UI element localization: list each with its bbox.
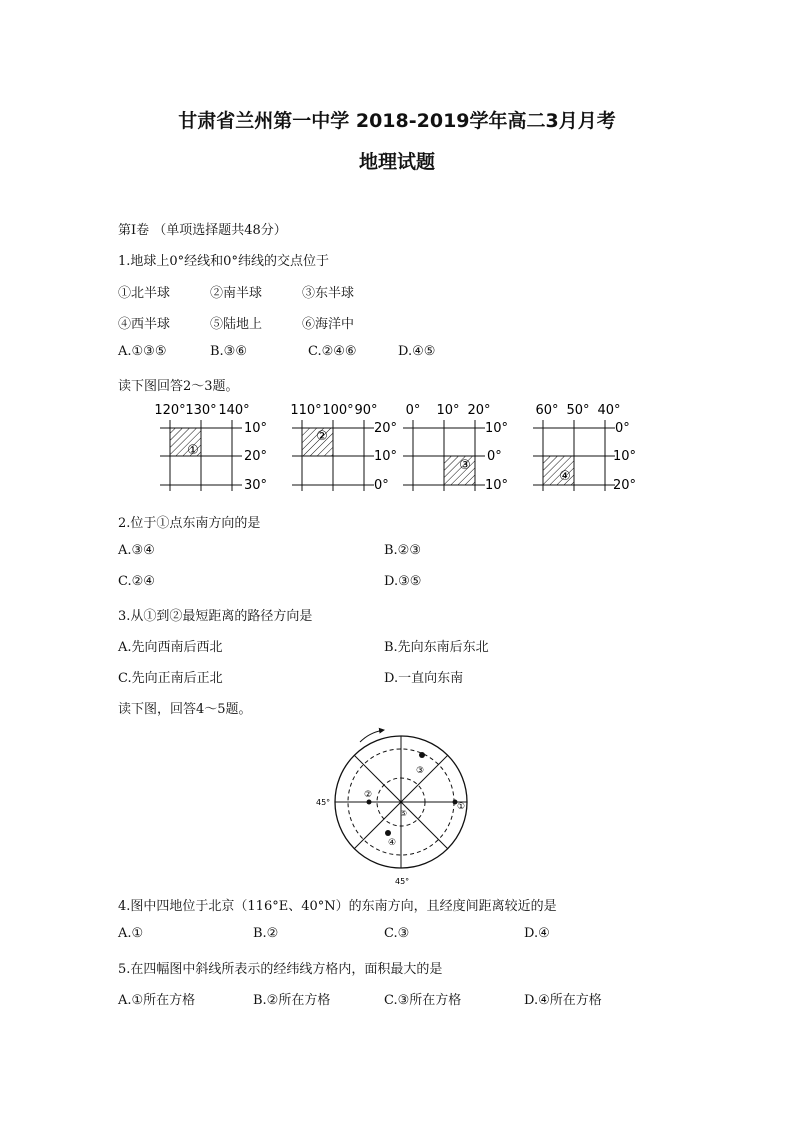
point-label: ⑤ (400, 809, 408, 818)
left-degree-label: 45° (316, 798, 331, 807)
grid-4-right-label: 0° (615, 421, 630, 436)
q1-item: ⑥海洋中 (302, 317, 355, 332)
q4-stem: 4.图中四地位于北京（116°E、40°N）的东南方向，且经度间距离较近的是 (118, 899, 557, 914)
q2-option-d: D.③⑤ (384, 574, 422, 589)
grid-1-mark: ① (187, 443, 199, 458)
lat-lon-grids-figure (0, 398, 794, 500)
grid-4 (533, 403, 636, 493)
q1-option-d: D.④⑤ (398, 344, 436, 359)
point-label: ① (457, 802, 466, 812)
grid-2-right-label: 0° (374, 478, 389, 493)
q5-option-d: D.④所在方格 (524, 993, 602, 1008)
grid-1-right-label: 30° (244, 478, 268, 493)
grid-4-right-label: 10° (613, 449, 637, 464)
grid-4-top-label: 60° (535, 403, 559, 418)
grid-1-top-label: 130° (185, 403, 217, 418)
q5-option-c: C.③所在方格 (384, 993, 462, 1008)
point-3-dot (419, 752, 425, 758)
q1-option-c: C.②④⑥ (308, 344, 357, 359)
grid-3-mark: ③ (459, 458, 471, 473)
point-label: ④ (388, 838, 397, 848)
q2-stem: 2.位于①点东南方向的是 (118, 516, 261, 531)
polar-projection-figure (300, 720, 500, 890)
grid-4-top-label: 40° (597, 403, 621, 418)
grid-2-right-label: 10° (374, 449, 398, 464)
grid-3-right-label: 10° (485, 421, 509, 436)
page-title: 甘肃省兰州第一中学 2018-2019学年高二3月月考 (178, 110, 616, 132)
q2-option-b: B.②③ (384, 543, 421, 558)
point-4-dot (385, 830, 391, 836)
grid-3-right-label: 0° (487, 449, 502, 464)
q5-stem: 5.在四幅图中斜线所表示的经纬线方格内，面积最大的是 (118, 962, 443, 977)
q1-item: ⑤陆地上 (210, 317, 263, 332)
q3-option-a: A.先向西南后西北 (118, 640, 223, 655)
q1-item: ④西半球 (118, 317, 171, 332)
q2-option-c: C.②④ (118, 574, 155, 589)
point-2-dot (367, 800, 372, 805)
q3-option-b: B.先向东南后东北 (384, 640, 489, 655)
q5-option-a: A.①所在方格 (118, 993, 196, 1008)
q4-option-b: B.② (253, 926, 279, 941)
q1-item: ③东半球 (302, 286, 355, 301)
grid-4-mark: ④ (559, 469, 571, 484)
grid-3 (403, 403, 508, 493)
grid-2-top-label: 90° (354, 403, 378, 418)
q3-option-c: C.先向正南后正北 (118, 671, 223, 686)
q1-item: ①北半球 (118, 286, 171, 301)
grid-2-right-label: 20° (374, 421, 398, 436)
q1-item: ②南半球 (210, 286, 263, 301)
grid-2-top-label: 110° (290, 403, 322, 418)
q4-option-c: C.③ (384, 926, 410, 941)
q1-option-a: A.①③⑤ (118, 344, 167, 359)
grid-1-top-label: 120° (154, 403, 186, 418)
intro-4-5: 读下图，回答4～5题。 (118, 702, 252, 717)
grid-1-right-label: 10° (244, 421, 268, 436)
grid-4-right-label: 20° (613, 478, 637, 493)
grid-2-top-label: 100° (322, 403, 354, 418)
q3-stem: 3.从①到②最短距离的路径方向是 (118, 609, 313, 624)
grid-3-top-label: 10° (436, 403, 460, 418)
grid-2 (290, 403, 397, 493)
q3-option-d: D.一直向东南 (384, 671, 464, 686)
q4-option-d: D.④ (524, 926, 550, 941)
point-label: ② (364, 790, 373, 800)
page-subtitle: 地理试题 (358, 151, 435, 173)
intro-2-3: 读下图回答2～3题。 (118, 379, 239, 394)
grid-3-right-label: 10° (485, 478, 509, 493)
grid-4-top-label: 50° (566, 403, 590, 418)
grid-1 (154, 403, 267, 493)
q4-option-a: A.① (118, 926, 144, 941)
grid-1-right-label: 20° (244, 449, 268, 464)
bottom-degree-label: 45° (395, 877, 410, 886)
section-heading: 第Ⅰ卷 （单项选择题共48分） (118, 223, 287, 238)
q1-stem: 1.地球上0°经线和0°纬线的交点位于 (118, 254, 329, 269)
q2-option-a: A.③④ (118, 543, 155, 558)
q1-option-b: B.③⑥ (210, 344, 247, 359)
grid-3-top-label: 0° (405, 403, 421, 418)
point-label: ③ (416, 766, 425, 776)
grid-2-mark: ② (316, 429, 328, 444)
grid-3-top-label: 20° (467, 403, 491, 418)
q5-option-b: B.②所在方格 (253, 993, 331, 1008)
grid-1-top-label: 140° (218, 403, 250, 418)
rotation-arrow-icon (360, 730, 384, 742)
